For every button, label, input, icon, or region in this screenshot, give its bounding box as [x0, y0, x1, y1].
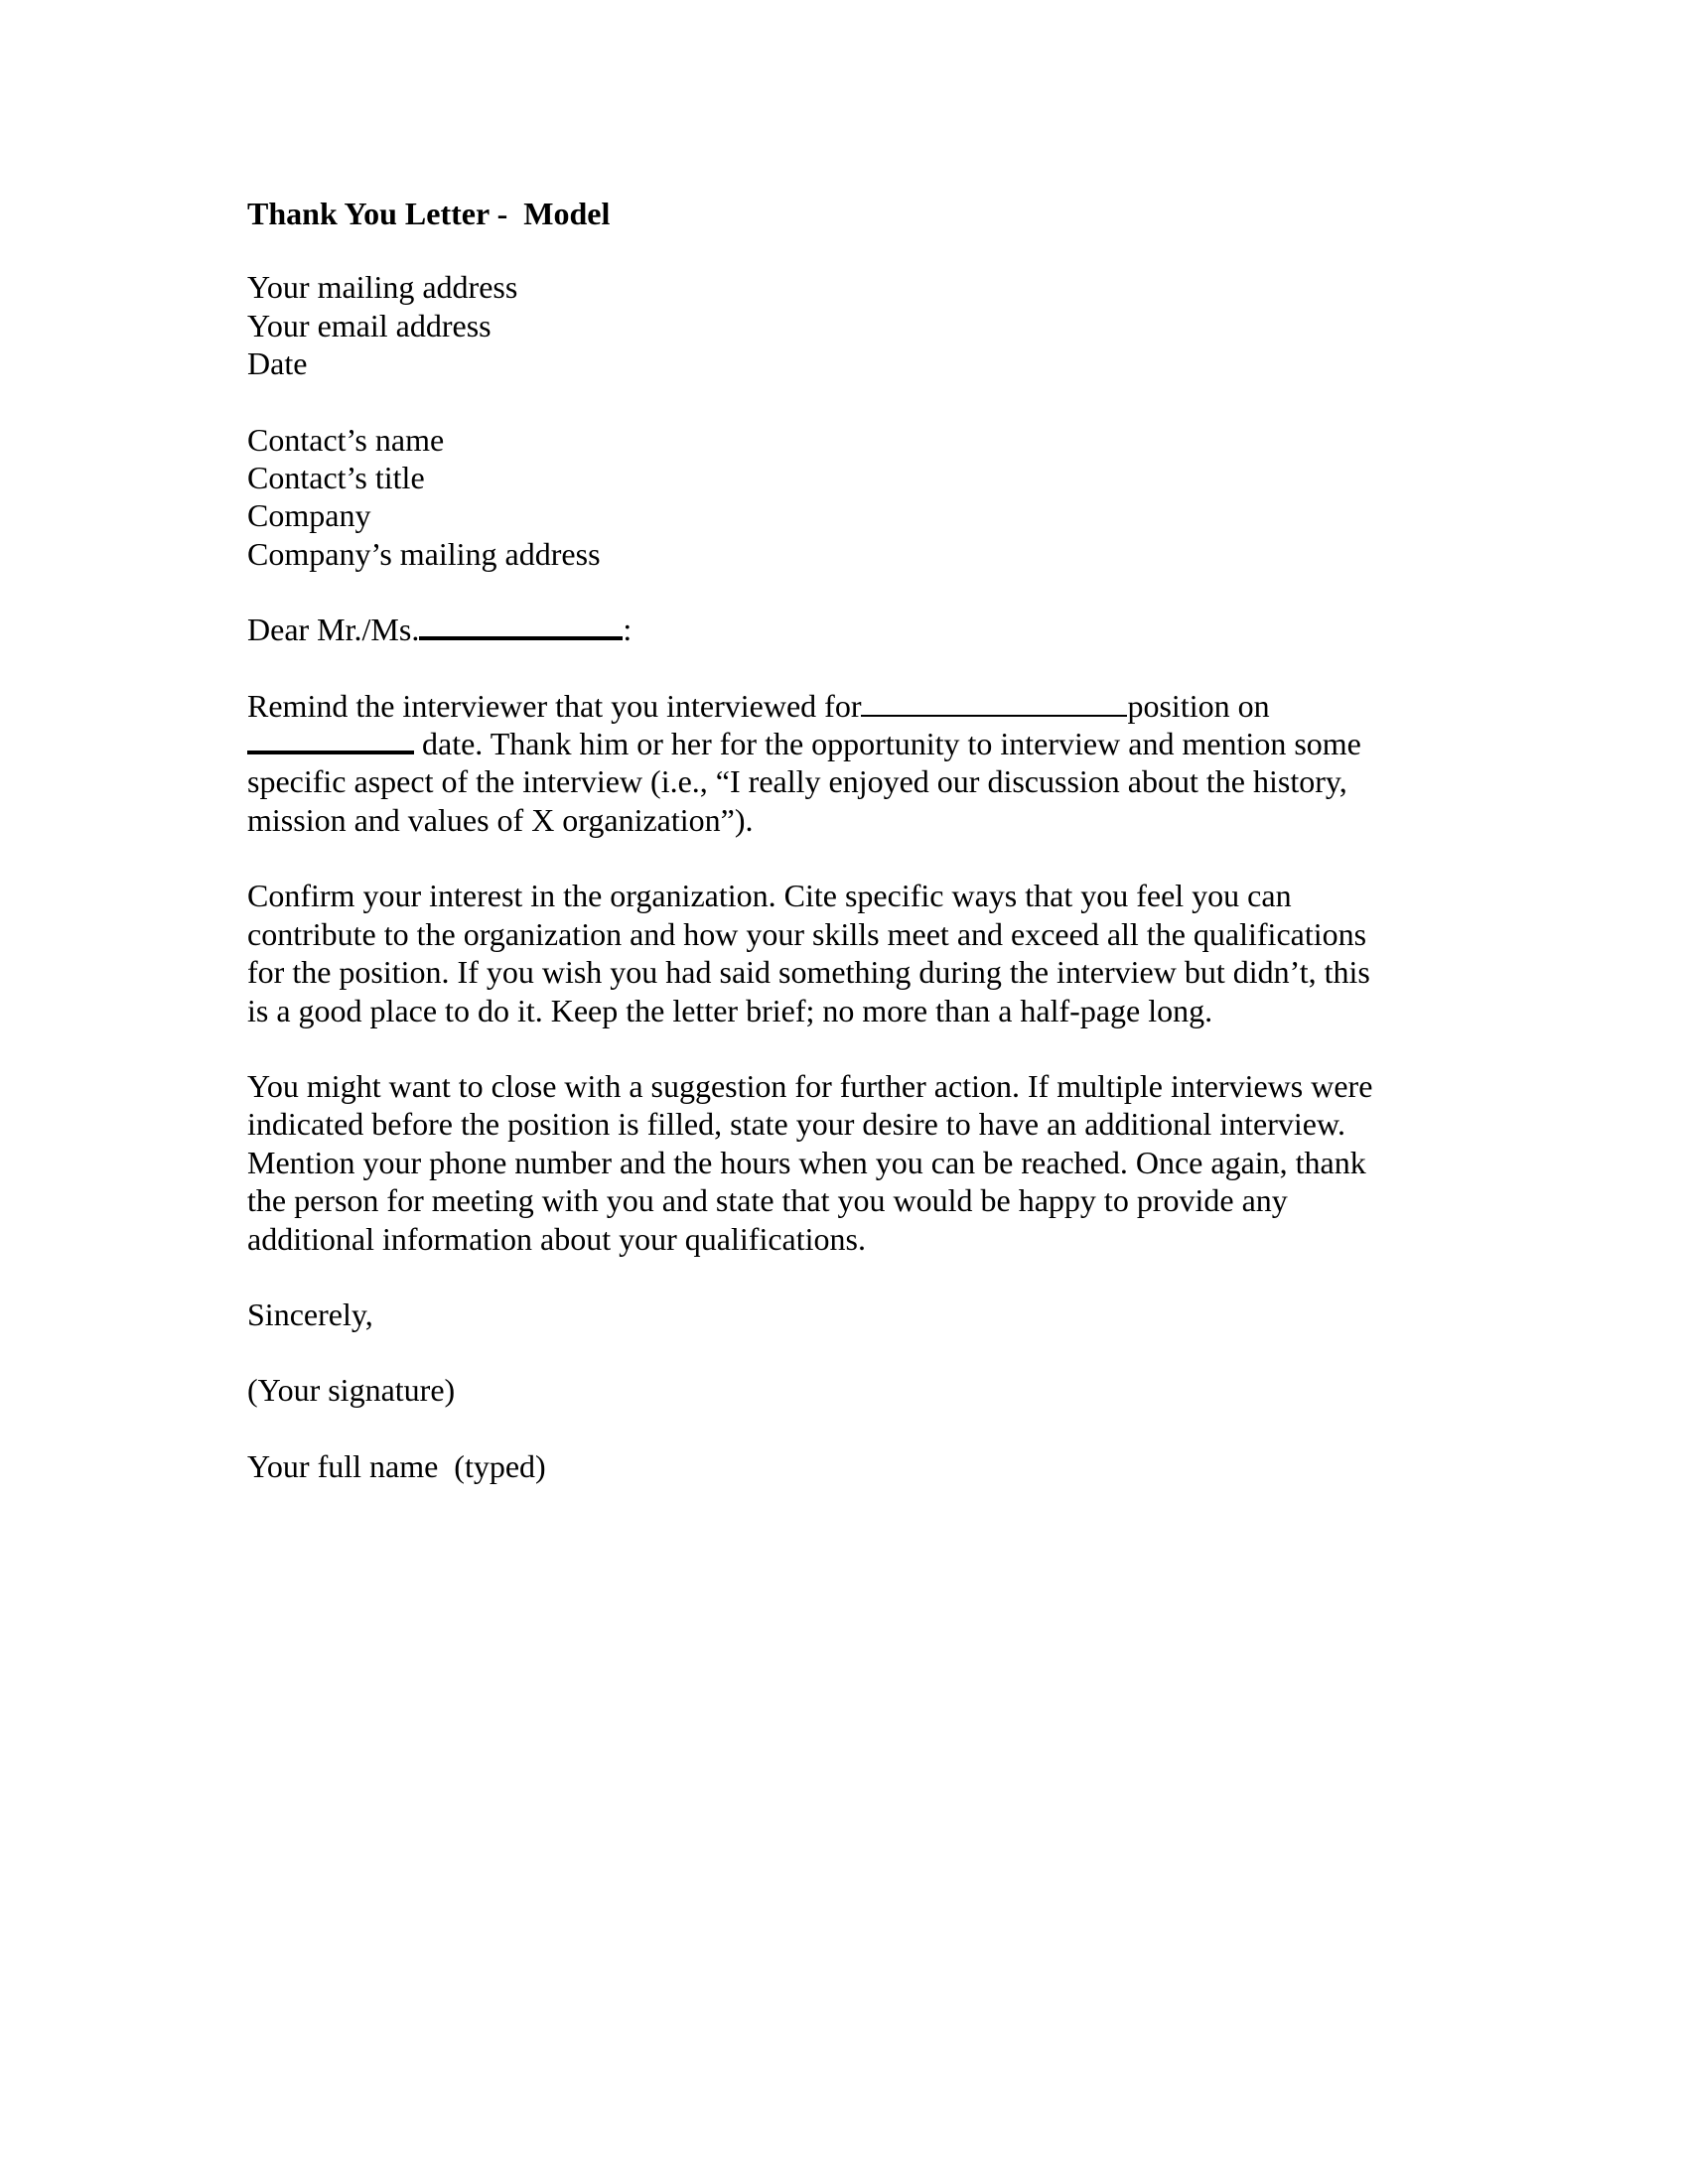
paragraph1-line4: mission and values of X organization”). [247, 801, 754, 838]
paragraph-interview-reminder [247, 687, 1478, 840]
position-blank [861, 689, 1127, 717]
company-name: Company [247, 497, 371, 534]
letter-date: Date [247, 345, 308, 382]
contact-title: Contact’s title [247, 460, 425, 496]
salutation [247, 611, 1478, 648]
closing: Sincerely, [247, 1296, 373, 1332]
salutation-prefix: Dear Mr./Ms. [247, 612, 420, 648]
salutation-suffix: : [623, 612, 633, 648]
paragraph2-line1: Confirm your interest in the organization. Cite specific ways that you feel you can [247, 878, 1292, 914]
paragraph3-line5: additional information about your qualifications. [247, 1220, 866, 1257]
recipient-block [247, 421, 1478, 574]
full-name-placeholder: Your full name (typed) [247, 1447, 546, 1484]
contact-name: Contact’s name [247, 421, 445, 458]
sender-block [247, 268, 1478, 382]
paragraph2-line2: contribute to the organization and how your skills meet and exceed all the qualifications [247, 915, 1367, 952]
document-title: Thank You Letter - Model [247, 196, 611, 231]
paragraph1-line1-start: Remind the interviewer that you interviewed for [247, 687, 862, 724]
paragraph3-line1: You might want to close with a suggestion for further action. If multiple interviews were [247, 1067, 1373, 1104]
paragraph1-line3: specific aspect of the interview (i.e., “I really enjoyed our discussion about the history, [247, 763, 1347, 800]
salutation-name-blank [419, 611, 623, 640]
signature-placeholder: (Your signature) [247, 1372, 456, 1409]
paragraph2-line3: for the position. If you wish you had said something during the interview but didn’t, this [247, 954, 1370, 991]
paragraph1-line1-end: position on [1127, 687, 1270, 724]
sender-email-address: Your email address [247, 307, 492, 343]
paragraph-confirm-interest [247, 877, 1478, 1029]
paragraph2-line4: is a good place to do it. Keep the letter brief; no more than a half-page long. [247, 992, 1213, 1028]
sender-mailing-address: Your mailing address [247, 269, 518, 306]
date-blank [247, 725, 414, 754]
paragraph3-line2: indicated before the position is filled, state your desire to have an additional interview. [247, 1106, 1346, 1143]
letter-page [247, 195, 1478, 1523]
paragraph3-line3: Mention your phone number and the hours when you can be reached. Once again, thank [247, 1144, 1366, 1180]
paragraph3-line4: the person for meeting with you and state that you would be happy to provide any [247, 1182, 1288, 1219]
paragraph1-line2-end: date. Thank him or her for the opportunity to interview and mention some [414, 726, 1361, 762]
paragraph-closing-suggestion [247, 1067, 1478, 1258]
company-mailing-address: Company’s mailing address [247, 535, 601, 572]
